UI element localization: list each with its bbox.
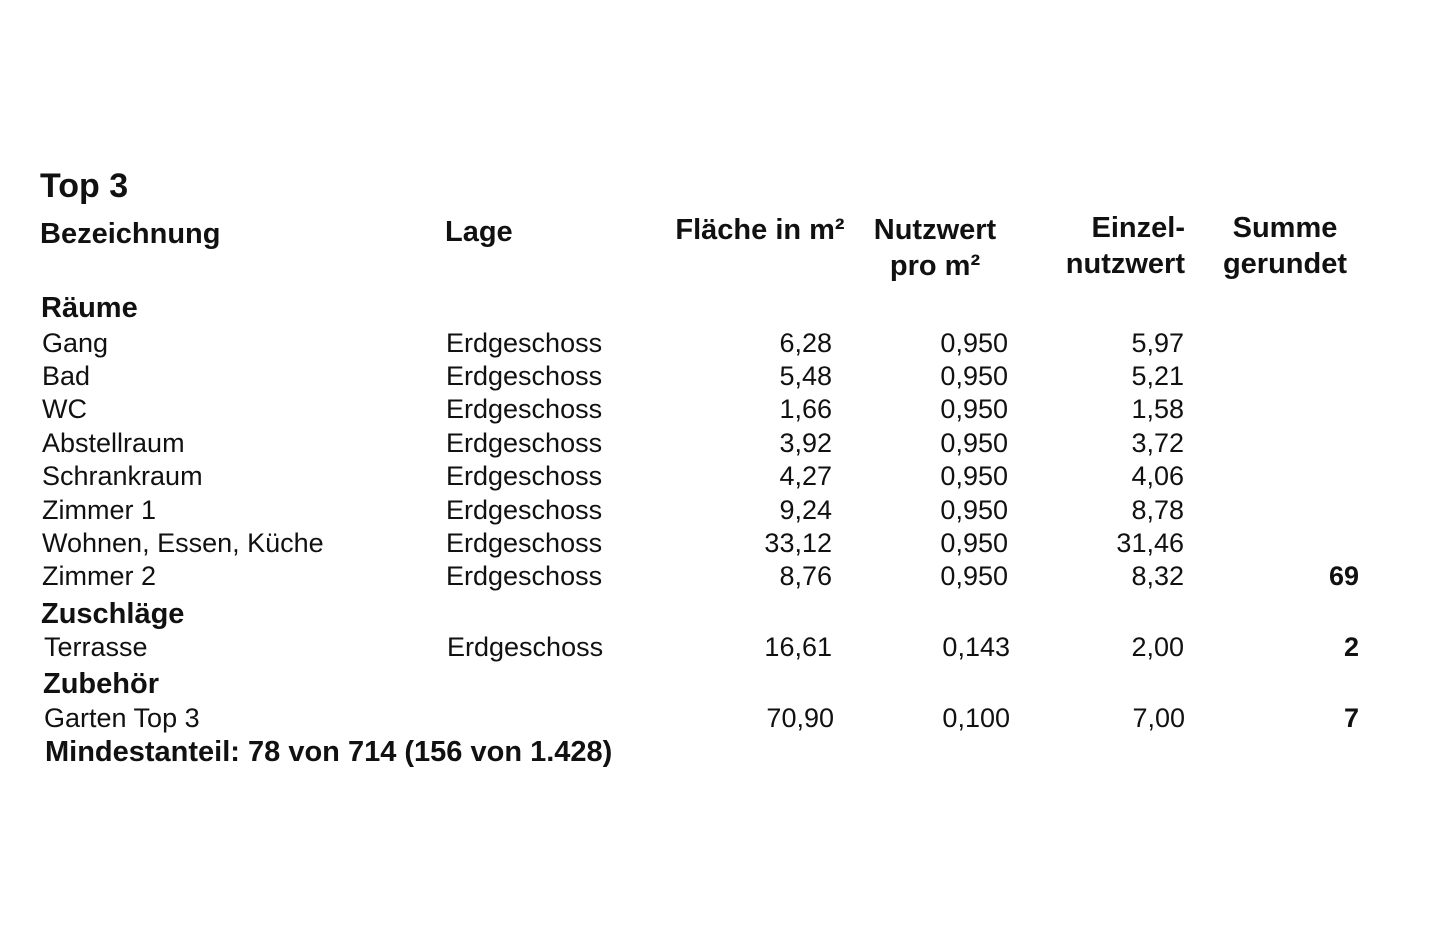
cell-bezeichnung: Zimmer 1 [42, 495, 156, 525]
cell-bezeichnung: WC [42, 394, 87, 424]
cell-bezeichnung: Gang [42, 328, 109, 358]
cell-einzelnutzwert: 8,78 [1131, 495, 1184, 525]
cell-nutzwert: 0,950 [940, 495, 1008, 525]
section-zuschlaege: Zuschläge [41, 598, 185, 630]
cell-nutzwert: 0,950 [940, 361, 1008, 391]
cell-flaeche: 1,66 [779, 394, 832, 424]
cell-einzelnutzwert: 4,06 [1131, 461, 1184, 491]
header-einzelnutzwert: Einzel- nutzwert [1065, 212, 1185, 280]
cell-einzelnutzwert: 5,97 [1131, 328, 1184, 358]
table-row [0, 392, 1440, 426]
cell-flaeche: 33,12 [764, 528, 832, 558]
cell-nutzwert: 0,100 [942, 703, 1010, 733]
table-row [0, 701, 1440, 735]
cell-lage: Erdgeschoss [446, 328, 603, 358]
cell-lage: Erdgeschoss [447, 632, 604, 662]
cell-einzelnutzwert: 7,00 [1132, 703, 1185, 733]
table-row [0, 559, 1440, 593]
cell-nutzwert: 0,950 [940, 461, 1008, 491]
cell-flaeche: 3,92 [779, 428, 832, 458]
header-lage: Lage [445, 216, 513, 248]
cell-lage: Erdgeschoss [446, 528, 603, 558]
cell-lage: Erdgeschoss [446, 561, 603, 591]
section-raeume: Räume [41, 292, 138, 324]
cell-nutzwert: 0,950 [940, 561, 1008, 591]
header-flaeche: Fläche in m² [675, 214, 845, 246]
cell-summe: 2 [1343, 632, 1359, 662]
cell-lage: Erdgeschoss [446, 461, 603, 491]
cell-lage: Erdgeschoss [446, 361, 603, 391]
cell-einzelnutzwert: 31,46 [1116, 528, 1184, 558]
table-row [0, 493, 1440, 527]
cell-nutzwert: 0,950 [940, 428, 1008, 458]
cell-einzelnutzwert: 8,32 [1131, 561, 1184, 591]
cell-summe: 69 [1328, 561, 1359, 591]
cell-nutzwert: 0,143 [942, 632, 1010, 662]
cell-lage: Erdgeschoss [446, 495, 603, 525]
cell-flaeche: 16,61 [764, 632, 832, 662]
table-row [0, 526, 1440, 560]
table-row [0, 630, 1440, 664]
cell-nutzwert: 0,950 [940, 528, 1008, 558]
cell-flaeche: 6,28 [779, 328, 832, 358]
header-summe: Summe gerundet [1222, 212, 1348, 280]
cell-bezeichnung: Garten Top 3 [44, 703, 200, 733]
cell-lage: Erdgeschoss [446, 394, 603, 424]
cell-einzelnutzwert: 2,00 [1131, 632, 1184, 662]
cell-bezeichnung: Terrasse [44, 632, 148, 662]
table-row [0, 426, 1440, 460]
cell-flaeche: 8,76 [779, 561, 832, 591]
cell-bezeichnung: Abstellraum [42, 428, 185, 458]
cell-flaeche: 70,90 [766, 703, 834, 733]
cell-summe: 7 [1343, 703, 1359, 733]
header-nutzwert: Nutzwert pro m² [873, 214, 997, 282]
mindestanteil-summary: Mindestanteil: 78 von 714 (156 von 1.428) [45, 736, 613, 768]
cell-einzelnutzwert: 3,72 [1131, 428, 1184, 458]
section-zubehoer: Zubehör [43, 668, 159, 700]
cell-nutzwert: 0,950 [940, 328, 1008, 358]
table-row [0, 459, 1440, 493]
cell-einzelnutzwert: 5,21 [1131, 361, 1184, 391]
cell-bezeichnung: Wohnen, Essen, Küche [42, 528, 324, 558]
cell-nutzwert: 0,950 [940, 394, 1008, 424]
page-title: Top 3 [40, 167, 129, 205]
cell-einzelnutzwert: 1,58 [1131, 394, 1184, 424]
cell-flaeche: 4,27 [779, 461, 832, 491]
cell-bezeichnung: Bad [42, 361, 91, 391]
table-row [0, 326, 1440, 360]
cell-flaeche: 9,24 [779, 495, 832, 525]
header-bezeichnung: Bezeichnung [40, 218, 221, 250]
cell-flaeche: 5,48 [779, 361, 832, 391]
cell-lage: Erdgeschoss [446, 428, 603, 458]
table-row [0, 359, 1440, 393]
cell-bezeichnung: Schrankraum [42, 461, 203, 491]
cell-bezeichnung: Zimmer 2 [42, 561, 156, 591]
